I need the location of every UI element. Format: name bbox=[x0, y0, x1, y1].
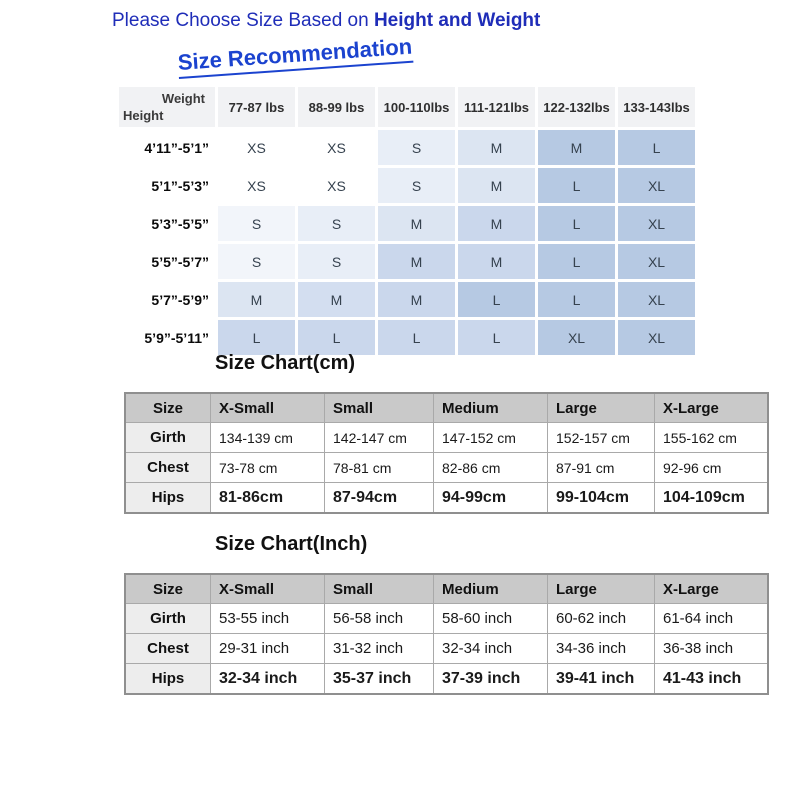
height-label: 5’3”-5’5” bbox=[119, 206, 215, 241]
weight-header-3: 111-121lbs bbox=[458, 87, 535, 127]
size-cell: M bbox=[458, 130, 535, 165]
cm-hips-value: 104-109cm bbox=[655, 483, 769, 514]
size-cell: L bbox=[538, 168, 615, 203]
rec-header-row bbox=[119, 87, 695, 127]
cm-header-large: Large bbox=[548, 393, 655, 423]
height-label: 5’9”-5’11” bbox=[119, 320, 215, 355]
size-cell: XL bbox=[618, 244, 695, 279]
height-label: 5’1”-5’3” bbox=[119, 168, 215, 203]
size-cell: S bbox=[378, 130, 455, 165]
inch-chest-value: 34-36 inch bbox=[548, 634, 655, 664]
cm-hips-value: 94-99cm bbox=[434, 483, 548, 514]
inch-header-medium: Medium bbox=[434, 574, 548, 604]
weight-header-1: 88-99 lbs bbox=[298, 87, 375, 127]
size-cell: L bbox=[458, 320, 535, 355]
cm-row-hips bbox=[125, 483, 768, 514]
cm-header-size: Size bbox=[125, 393, 211, 423]
page-title-emphasis: Height and Weight bbox=[373, 10, 541, 31]
size-cell: M bbox=[218, 282, 295, 317]
corner-weight-label: Weight bbox=[161, 91, 205, 106]
inch-row-hips bbox=[125, 664, 768, 695]
inch-hips-value: 37-39 inch bbox=[434, 664, 548, 695]
row-label-girth: Girth bbox=[125, 423, 211, 453]
cm-chest-value: 78-81 cm bbox=[325, 453, 434, 483]
row-label-chest: Chest bbox=[125, 453, 211, 483]
inch-girth-value: 56-58 inch bbox=[325, 604, 434, 634]
cm-girth-value: 134-139 cm bbox=[211, 423, 325, 453]
weight-header-5: 133-143lbs bbox=[618, 87, 695, 127]
cm-chest-value: 73-78 cm bbox=[211, 453, 325, 483]
inch-girth-value: 53-55 inch bbox=[211, 604, 325, 634]
size-cell: XL bbox=[618, 206, 695, 241]
inch-header-large: Large bbox=[548, 574, 655, 604]
cm-chest-value: 87-91 cm bbox=[548, 453, 655, 483]
inch-hips-value: 41-43 inch bbox=[655, 664, 769, 695]
size-cell: L bbox=[618, 130, 695, 165]
size-cell: S bbox=[378, 168, 455, 203]
size-cell: L bbox=[218, 320, 295, 355]
page-title-prefix: Please Choose Size Based on bbox=[112, 10, 374, 31]
size-chart-inch-table bbox=[124, 573, 769, 695]
inch-hips-value: 32-34 inch bbox=[211, 664, 325, 695]
size-cell: M bbox=[378, 206, 455, 241]
size-cell: XL bbox=[618, 282, 695, 317]
cm-chest-value: 92-96 cm bbox=[655, 453, 769, 483]
size-cell: XL bbox=[618, 320, 695, 355]
inch-girth-value: 60-62 inch bbox=[548, 604, 655, 634]
inch-girth-value: 58-60 inch bbox=[434, 604, 548, 634]
inch-header-xlarge: X-Large bbox=[655, 574, 769, 604]
rec-row-0 bbox=[119, 130, 695, 165]
inch-chest-value: 31-32 inch bbox=[325, 634, 434, 664]
cm-header-xsmall: X-Small bbox=[211, 393, 325, 423]
cm-hips-value: 81-86cm bbox=[211, 483, 325, 514]
inch-chest-value: 32-34 inch bbox=[434, 634, 548, 664]
size-cell: L bbox=[378, 320, 455, 355]
corner-height-label: Height bbox=[123, 108, 164, 123]
size-cell: M bbox=[458, 168, 535, 203]
size-cell: L bbox=[298, 320, 375, 355]
cm-girth-value: 142-147 cm bbox=[325, 423, 434, 453]
cm-girth-value: 155-162 cm bbox=[655, 423, 769, 453]
size-cell: M bbox=[378, 282, 455, 317]
size-cell: S bbox=[298, 244, 375, 279]
row-label-hips: Hips bbox=[125, 664, 211, 695]
size-recommendation-table bbox=[116, 84, 698, 358]
rec-row-5 bbox=[119, 320, 695, 355]
size-cell: XS bbox=[218, 168, 295, 203]
size-cell: M bbox=[298, 282, 375, 317]
rec-row-1 bbox=[119, 168, 695, 203]
height-label: 5’7”-5’9” bbox=[119, 282, 215, 317]
inch-row-chest bbox=[125, 634, 768, 664]
size-cell: M bbox=[378, 244, 455, 279]
cm-header-row bbox=[125, 393, 768, 423]
weight-header-2: 100-110lbs bbox=[378, 87, 455, 127]
cm-girth-value: 152-157 cm bbox=[548, 423, 655, 453]
size-chart-inch-heading: Size Chart(Inch) bbox=[215, 533, 368, 555]
inch-header-xsmall: X-Small bbox=[211, 574, 325, 604]
size-cell: M bbox=[458, 206, 535, 241]
inch-hips-value: 39-41 inch bbox=[548, 664, 655, 695]
cm-hips-value: 87-94cm bbox=[325, 483, 434, 514]
size-cell: S bbox=[218, 244, 295, 279]
weight-header-4: 122-132lbs bbox=[538, 87, 615, 127]
inch-chest-value: 29-31 inch bbox=[211, 634, 325, 664]
size-cell: L bbox=[538, 206, 615, 241]
height-label: 4’11”-5’1” bbox=[119, 130, 215, 165]
inch-header-small: Small bbox=[325, 574, 434, 604]
cm-row-girth bbox=[125, 423, 768, 453]
inch-girth-value: 61-64 inch bbox=[655, 604, 769, 634]
size-cell: L bbox=[538, 282, 615, 317]
rec-row-3 bbox=[119, 244, 695, 279]
size-cell: XS bbox=[218, 130, 295, 165]
size-cell: XL bbox=[538, 320, 615, 355]
size-cell: L bbox=[458, 282, 535, 317]
cm-header-medium: Medium bbox=[434, 393, 548, 423]
size-cell: L bbox=[538, 244, 615, 279]
size-cell: XL bbox=[618, 168, 695, 203]
row-label-hips: Hips bbox=[125, 483, 211, 514]
size-cell: XS bbox=[298, 168, 375, 203]
size-cell: M bbox=[458, 244, 535, 279]
size-chart-cm-heading: Size Chart(cm) bbox=[215, 352, 356, 374]
inch-row-girth bbox=[125, 604, 768, 634]
inch-header-size: Size bbox=[125, 574, 211, 604]
size-recommendation-heading: Size Recommendation bbox=[177, 34, 413, 79]
cm-row-chest bbox=[125, 453, 768, 483]
cm-header-xlarge: X-Large bbox=[655, 393, 769, 423]
inch-chest-value: 36-38 inch bbox=[655, 634, 769, 664]
size-cell: S bbox=[298, 206, 375, 241]
rec-row-4 bbox=[119, 282, 695, 317]
cm-chest-value: 82-86 cm bbox=[434, 453, 548, 483]
cm-hips-value: 99-104cm bbox=[548, 483, 655, 514]
size-cell: M bbox=[538, 130, 615, 165]
size-chart-cm-table bbox=[124, 392, 769, 514]
rec-row-2 bbox=[119, 206, 695, 241]
cm-header-small: Small bbox=[325, 393, 434, 423]
rec-corner-cell bbox=[119, 87, 215, 127]
inch-hips-value: 35-37 inch bbox=[325, 664, 434, 695]
inch-header-row bbox=[125, 574, 768, 604]
page-title bbox=[112, 10, 540, 32]
row-label-chest: Chest bbox=[125, 634, 211, 664]
cm-girth-value: 147-152 cm bbox=[434, 423, 548, 453]
height-label: 5’5”-5’7” bbox=[119, 244, 215, 279]
row-label-girth: Girth bbox=[125, 604, 211, 634]
weight-header-0: 77-87 lbs bbox=[218, 87, 295, 127]
size-cell: S bbox=[218, 206, 295, 241]
size-cell: XS bbox=[298, 130, 375, 165]
